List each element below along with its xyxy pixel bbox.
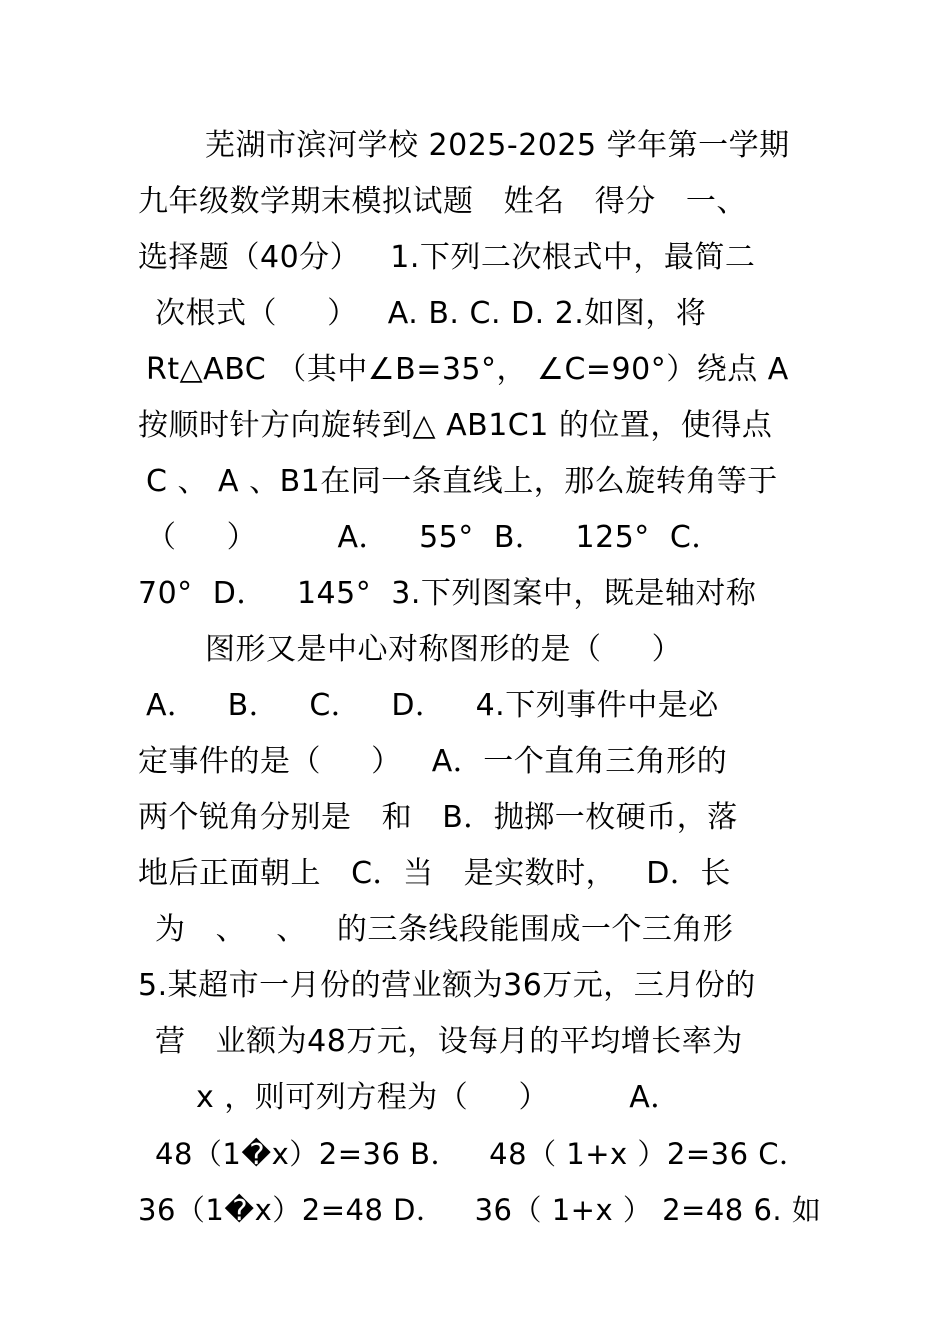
- text-line: 5.某超市一月份的营业额为36万元，三月份的: [138, 968, 756, 1003]
- text-line: 按顺时针方向旋转到△ AB1C1 的位置，使得点: [138, 408, 773, 443]
- text-line: 70° D． 145° 3.下列图案中，既是轴对称: [138, 576, 757, 611]
- text-line: （ ） A． 55° B． 125° C．: [146, 520, 722, 555]
- text-line: A． B． C． D． 4.下列事件中是必: [146, 688, 719, 723]
- text-line: 营 业额为48万元，设每月的平均增长率为: [155, 1024, 743, 1059]
- text-line: C 、 A 、B1在同一条直线上，那么旋转角等于: [146, 464, 778, 499]
- text-line-title: 芜湖市滨河学校 2025-2025 学年第一学期: [205, 128, 790, 163]
- text-line: 36（1�x）2=48 D． 36（ 1+x ） 2=48 6. 如: [138, 1193, 822, 1227]
- text-line: 次根式（ ） A. B. C. D. 2.如图，将: [155, 296, 707, 331]
- text-line: 图形又是中心对称图形的是（ ）: [205, 632, 683, 667]
- text-line: Rt△ABC （其中∠B=35°， ∠C=90°）绕点 A: [146, 352, 789, 387]
- text-line: 两个锐角分别是 和 B．抛掷一枚硬币，落: [138, 800, 738, 835]
- text-line: 48（1�x）2=36 B． 48（ 1+x ）2=36 C．: [155, 1137, 809, 1171]
- text-line: 九年级数学期末模拟试题 姓名 得分 一、: [138, 184, 747, 219]
- text-line: x ，则可列方程为（ ） A．: [196, 1080, 681, 1115]
- text-line: 选择题（40分） 1.下列二次根式中，最简二: [138, 240, 756, 275]
- text-line: 为 、 、 的三条线段能围成一个三角形: [155, 912, 734, 947]
- text-line: 定事件的是（ ） A．一个直角三角形的: [138, 744, 728, 779]
- text-line: 地后正面朝上 C．当 是实数时， D．长: [138, 856, 731, 891]
